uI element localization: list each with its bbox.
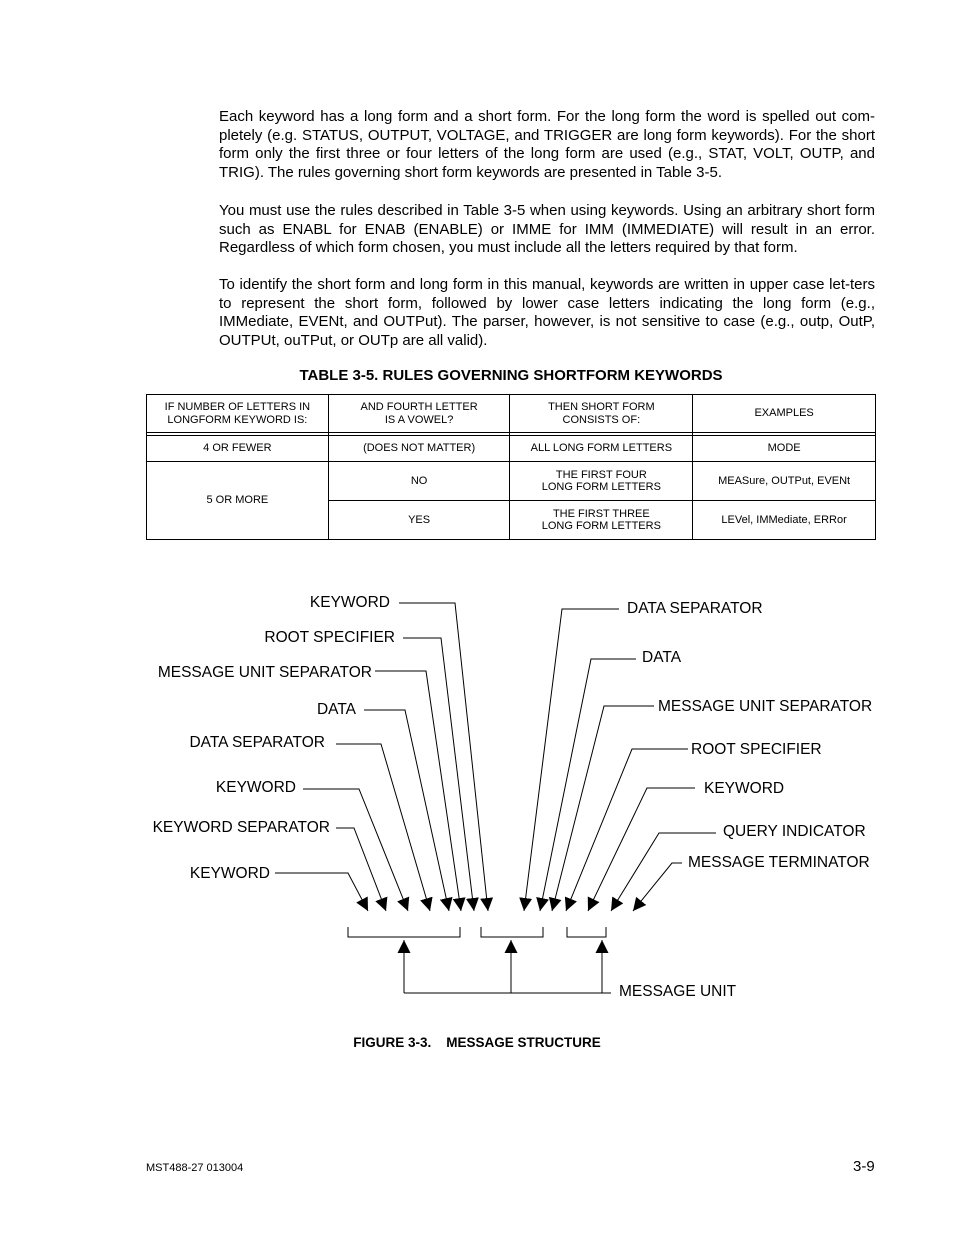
label-message-terminator: MESSAGE TERMINATOR [688,854,870,871]
leader-arrow [375,671,461,911]
label-message-unit-separator: MESSAGE UNIT SEPARATOR [658,698,873,715]
paragraph-keyword-forms: Each keyword has a long form and a short form. For the long form the word is spelled out com-pletely (e.g. STATUS, OUTPUT, VOLTAGE, and TRIGGER are long form keywords). For the short form only the first three or four letters of the long form are used (e.g., STAT, VOLT, OUTP, and TRIG). The rules governing short form keywords are presented in Table 3-5. [219,108,875,182]
label-keyword: KEYWORD [309,594,390,611]
table-cell: 5 OR MORE [147,462,329,540]
header-examples: EXAMPLES [693,395,876,433]
label-message-unit-separator: MESSAGE UNIT SEPARATOR [157,664,372,681]
label-root-specifier: ROOT SPECIFIER [264,629,395,646]
paragraph-keyword-rules: You must use the rules described in Table 3-5 when using keywords. Using an arbitrary short form such as ENABL for ENAB (ENABLE) or IMME for IMM (IMMEDIATE) will result in an error. Regardless of which form chosen, you must include all the letters required by that form. [219,202,875,257]
footer-doc-id: MST488-27 013004 [146,1162,244,1174]
message-unit-brackets [348,927,606,937]
table-title: TABLE 3-5. RULES GOVERNING SHORTFORM KEYWORDS [299,367,723,384]
table-cell: THE FIRST FOUR LONG FORM LETTERS [510,462,693,501]
leader-arrow [611,833,716,911]
table-cell: LEVel, IMMediate, ERRor [693,501,876,540]
leader-arrow [275,873,368,911]
header-short-form: THEN SHORT FORM CONSISTS OF: [510,395,693,433]
label-message-unit: MESSAGE UNIT [619,983,737,1000]
label-keyword: KEYWORD [189,865,270,882]
message-unit-connector [404,940,611,993]
header-fourth-letter: AND FOURTH LETTER IS A VOWEL? [328,395,510,433]
leader-arrow [303,789,408,911]
label-keyword: KEYWORD [215,779,296,796]
leader-arrow [399,603,488,911]
table-cell: MODE [693,436,876,462]
table-cell: THE FIRST THREE LONG FORM LETTERS [510,501,693,540]
label-query-indicator: QUERY INDICATOR [723,823,866,840]
leader-arrow [633,863,682,911]
label-data: DATA [316,701,356,718]
label-data: DATA [642,649,682,666]
label-keyword: KEYWORD [704,780,785,797]
table-cell: ALL LONG FORM LETTERS [510,436,693,462]
leader-arrow [588,788,695,911]
leader-arrow [524,609,619,911]
page-number: 3-9 [853,1158,875,1175]
table-cell: 4 OR FEWER [147,436,329,462]
table-cell: YES [328,501,510,540]
paragraph-case-convention: To identify the short form and long form in this manual, keywords are written in upper case let-ters to represent the short form, followed by lower case letters indicating the long form (e.g., IMMediate, EVENt, and OUTPut). The parser, however, is not sensitive to case (e.g., outp, OutP, OUTPUt, ouTPut, or OUTp are all valid). [219,276,875,350]
leader-arrow [540,659,636,911]
label-data-separator: DATA SEPARATOR [189,734,325,751]
table-cell: (DOES NOT MATTER) [328,436,510,462]
figure-caption: FIGURE 3-3. MESSAGE STRUCTURE [353,1035,601,1050]
label-data-separator: DATA SEPARATOR [627,600,763,617]
label-root-specifier: ROOT SPECIFIER [691,741,822,758]
label-keyword-separator: KEYWORD SEPARATOR [152,819,330,836]
table-cell: NO [328,462,510,501]
header-letter-count: IF NUMBER OF LETTERS IN LONGFORM KEYWORD IS: [147,395,329,433]
table-cell: MEASure, OUTPut, EVENt [693,462,876,501]
